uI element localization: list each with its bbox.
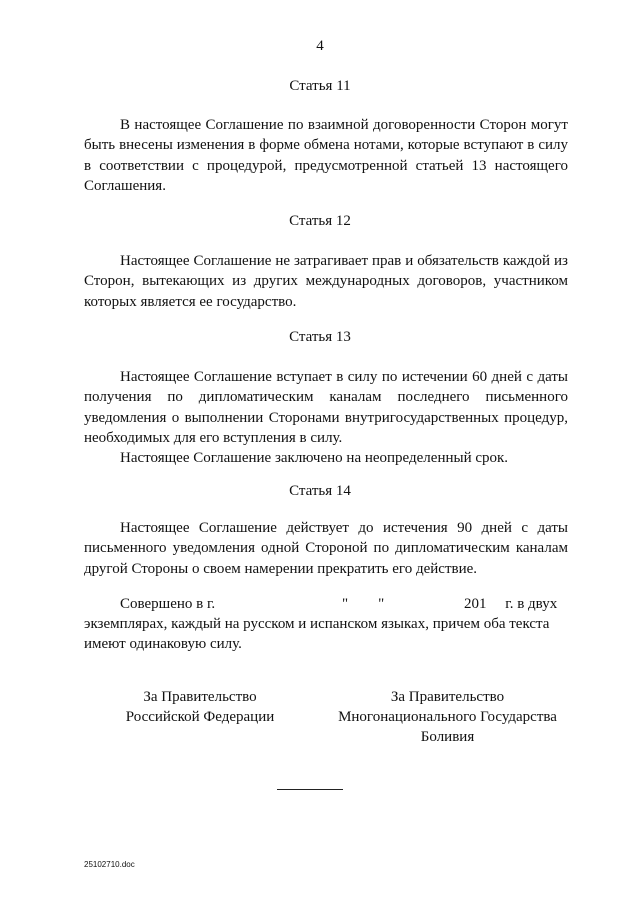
article-13-heading: Статья 13	[289, 329, 351, 345]
article-14-heading: Статья 14	[289, 483, 351, 499]
article-14-paragraph: Настоящее Соглашение действует до истечения 90 дней с даты письменного уведомления одной Стороной по дипломатическим каналам другой Стороны о своем намерении прекратить его действие.	[84, 520, 568, 577]
done-at-line-1	[84, 594, 568, 614]
signature-left-line-2: Российской Федерации	[125, 709, 275, 725]
done-at-date-quotes: " "	[342, 596, 385, 612]
signature-left-line-1: За Правительство	[143, 689, 257, 705]
signature-right-line-1: За Правительство	[390, 689, 505, 705]
article-11-heading: Статья 11	[289, 78, 351, 94]
page-number: 4	[316, 38, 324, 54]
article-12-paragraph: Настоящее Соглашение не затрагивает прав и обязательств каждой из Сторон, вытекающих из других международных договоров, участником которых является ее государство.	[84, 253, 568, 310]
article-11-paragraph: В настоящее Соглашение по взаимной договоренности Сторон могут быть внесены изменения в форме обмена нотами, которые вступают в силу в соответствии с процедурой, предусмотренной статьей 13 настоящего Соглашения.	[84, 117, 568, 195]
article-12-heading: Статья 12	[289, 213, 351, 229]
done-at-year: 201 г. в двух	[464, 596, 558, 612]
article-13-paragraph-1: Настоящее Соглашение вступает в силу по истечении 60 дней с даты получения по дипломатическим каналам последнего письменного уведомления о выполнении Сторонами внутригосударственных процедур, необходимых для его вступления в силу.	[84, 369, 568, 447]
signature-block-russia	[110, 687, 290, 727]
done-at-line-2: экземплярах, каждый на русском и испанском языках, причем оба текста	[84, 616, 550, 632]
footer-filename: 25102710.doc	[84, 860, 135, 869]
signature-right-line-3: Боливия	[420, 729, 475, 745]
signature-block-bolivia	[335, 687, 560, 747]
done-at-line-3: имеют одинаковую силу.	[84, 636, 242, 652]
article-13-paragraph-2: Настоящее Соглашение заключено на неопределенный срок.	[120, 450, 509, 466]
signature-right-line-2: Многонационального Государства	[338, 709, 557, 725]
done-at-city: Совершено в г.	[120, 596, 216, 612]
end-rule	[277, 789, 343, 790]
